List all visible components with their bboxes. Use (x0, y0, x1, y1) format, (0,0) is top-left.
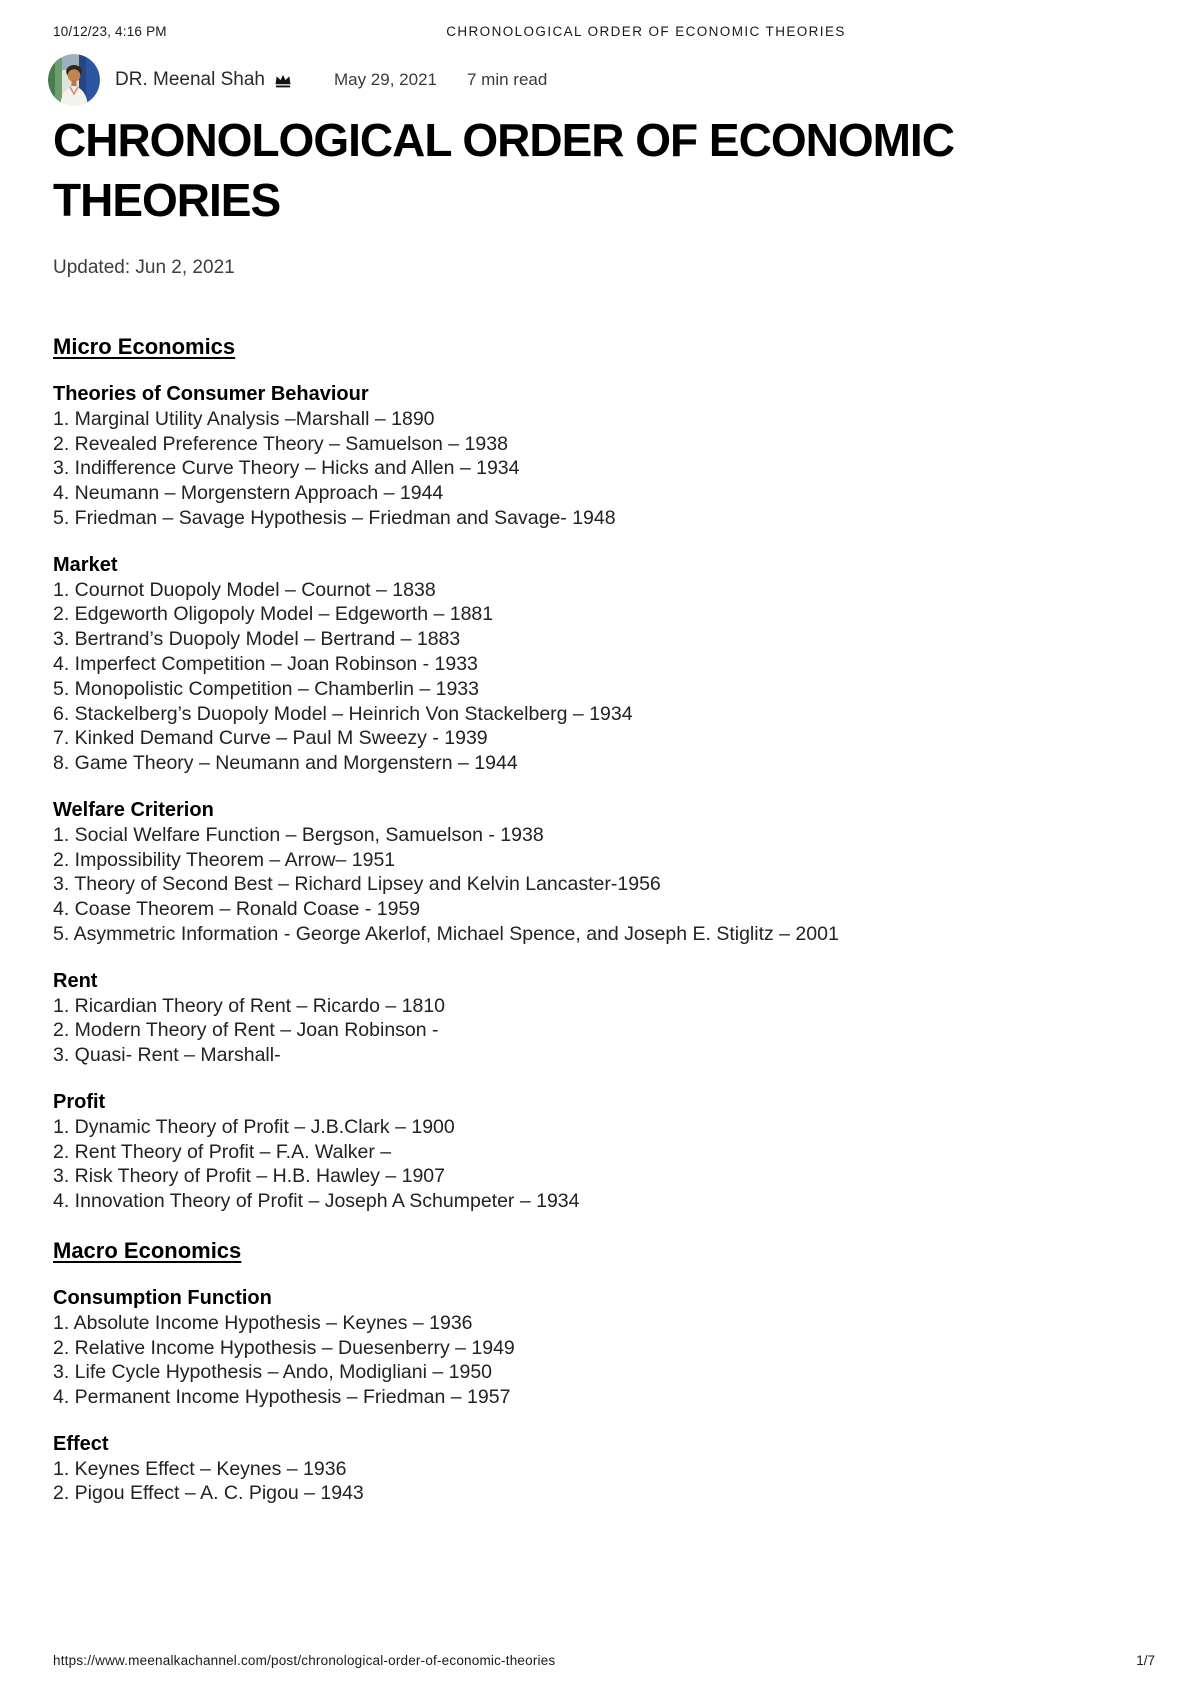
theory-item: 2. Pigou Effect – A. C. Pigou – 1943 (53, 1482, 364, 1505)
theory-group (53, 969, 1145, 1068)
theory-item: 4. Permanent Income Hypothesis – Friedman – 1957 (53, 1386, 511, 1409)
print-footer (53, 1653, 1155, 1668)
theory-list (53, 407, 1145, 531)
theory-list (53, 1311, 1145, 1410)
theory-item: 4. Coase Theorem – Ronald Coase - 1959 (53, 898, 421, 921)
theory-group (53, 798, 1145, 947)
theory-item: 2. Revealed Preference Theory – Samuelson – 1938 (53, 432, 508, 455)
page-number: 1/7 (1136, 1653, 1155, 1668)
theory-item: 7. Kinked Demand Curve – Paul M Sweezy - 1939 (53, 727, 488, 750)
theory-item: 2. Relative Income Hypothesis – Duesenberry – 1949 (53, 1336, 515, 1359)
theory-group (53, 1286, 1145, 1410)
theories-content (53, 310, 1145, 1506)
section-title: Micro Economics (53, 334, 236, 359)
theory-item: 1. Marginal Utility Analysis –Marshall – 1890 (53, 407, 435, 430)
print-doc-title: CHRONOLOGICAL ORDER OF ECONOMIC THEORIES (446, 24, 846, 39)
theory-item: 3. Life Cycle Hypothesis – Ando, Modigliani – 1950 (53, 1361, 493, 1384)
theory-item: 4. Imperfect Competition – Joan Robinson - 1933 (53, 652, 478, 675)
theory-item: 6. Stackelberg’s Duopoly Model – Heinrich Von Stackelberg – 1934 (53, 702, 633, 725)
theory-item: 4. Innovation Theory of Profit – Joseph A Schumpeter – 1934 (53, 1190, 580, 1213)
article-title: CHRONOLOGICAL ORDER OF ECONOMIC THEORIES (53, 114, 954, 226)
theory-item: 3. Risk Theory of Profit – H.B. Hawley – 1907 (53, 1165, 445, 1188)
theory-item: 5. Monopolistic Competition – Chamberlin – 1933 (53, 677, 479, 700)
group-title: Market (53, 553, 118, 576)
theory-item: 5. Asymmetric Information - George Akerlof, Michael Spence, and Joseph E. Stiglitz – 2001 (53, 922, 839, 945)
theory-item: 3. Bertrand’s Duopoly Model – Bertrand – 1883 (53, 628, 461, 651)
theory-list (53, 1457, 1145, 1507)
group-title: Rent (53, 969, 98, 992)
section (53, 310, 1145, 1214)
source-url[interactable]: https://www.meenalkachannel.com/post/chronological-order-of-economic-theories (53, 1653, 556, 1668)
theory-item: 1. Absolute Income Hypothesis – Keynes – 1936 (53, 1311, 473, 1334)
theory-list (53, 578, 1145, 776)
print-header (53, 24, 1155, 42)
theory-item: 2. Edgeworth Oligopoly Model – Edgeworth – 1881 (53, 603, 494, 626)
article (53, 110, 1145, 1506)
theory-item: 1. Keynes Effect – Keynes – 1936 (53, 1457, 347, 1480)
read-time: 7 min read (466, 70, 548, 89)
theory-group (53, 553, 1145, 776)
group-title: Theories of Consumer Behaviour (53, 383, 369, 405)
author-photo (48, 54, 100, 106)
theory-group (53, 382, 1145, 531)
theory-group (53, 1090, 1145, 1214)
theory-item: 3. Quasi- Rent – Marshall- (53, 1044, 281, 1067)
theory-item: 2. Rent Theory of Profit – F.A. Walker – (53, 1140, 392, 1163)
updated-date: Updated: Jun 2, 2021 (53, 257, 235, 278)
group-title: Effect (53, 1432, 109, 1455)
theory-list (53, 994, 1145, 1068)
theory-item: 1. Cournot Duopoly Model – Cournot – 1838 (53, 578, 436, 601)
section (53, 1214, 1145, 1506)
theory-item: 2. Modern Theory of Rent – Joan Robinson - (53, 1019, 439, 1042)
group-title: Consumption Function (53, 1286, 272, 1309)
publish-date: May 29, 2021 (333, 70, 437, 89)
author-row (48, 54, 547, 106)
theory-item: 1. Dynamic Theory of Profit – J.B.Clark – 1900 (53, 1115, 455, 1138)
crown-icon (274, 73, 292, 88)
theory-item: 4. Neumann – Morgenstern Approach – 1944 (53, 482, 444, 505)
theory-group (53, 1432, 1145, 1506)
section-title: Macro Economics (53, 1237, 242, 1263)
theory-item: 5. Friedman – Savage Hypothesis – Friedman and Savage- 1948 (53, 506, 616, 529)
theory-item: 8. Game Theory – Neumann and Morgenstern – 1944 (53, 752, 518, 775)
theory-item: 3. Indifference Curve Theory – Hicks and Allen – 1934 (53, 457, 520, 480)
theory-item: 2. Impossibility Theorem – Arrow– 1951 (53, 848, 396, 871)
group-title: Welfare Criterion (53, 798, 214, 821)
group-title: Profit (53, 1090, 106, 1113)
theory-list (53, 823, 1145, 947)
theory-list (53, 1115, 1145, 1214)
author-name[interactable]: DR. Meenal Shah (115, 69, 265, 90)
theory-item: 1. Social Welfare Function – Bergson, Samuelson - 1938 (53, 823, 544, 846)
author-avatar[interactable] (48, 54, 100, 106)
theory-item: 1. Ricardian Theory of Rent – Ricardo – 1810 (53, 994, 446, 1017)
theory-item: 3. Theory of Second Best – Richard Lipsey and Kelvin Lancaster-1956 (53, 873, 661, 896)
print-datetime: 10/12/23, 4:16 PM (53, 24, 167, 39)
